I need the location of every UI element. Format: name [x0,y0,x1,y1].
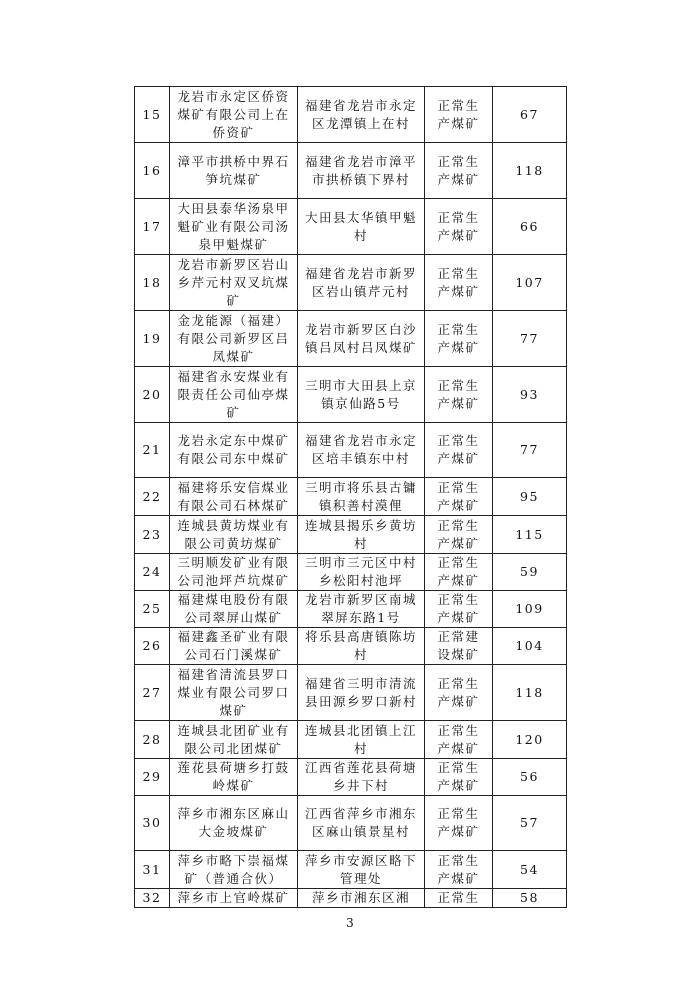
table-row [135,87,567,143]
mine-address-cell: 三明市将乐县古镛镇积善村漠俚 [298,478,425,516]
mine-status-cell: 正常生产煤矿 [425,591,493,628]
mine-name-cell: 三明顺发矿业有限公司池坪芦坑煤矿 [170,554,298,591]
mine-name-cell: 龙岩市新罗区岩山乡芹元村双叉坑煤矿 [170,255,298,311]
mine-address-cell: 龙岩市新罗区南城翠屏东路1号 [298,591,425,628]
mine-name-cell: 漳平市拱桥中界石笋坑煤矿 [170,143,298,199]
mine-name-cell: 萍乡市略下崇福煤矿（普通合伙） [170,851,298,889]
mine-capacity-cell: 77 [493,311,567,367]
mine-capacity-cell: 77 [493,423,567,478]
mine-status-cell: 正常生 [425,889,493,908]
mine-address-cell: 福建省龙岩市永定区龙潭镇上在村 [298,87,425,143]
row-number-cell: 30 [135,796,170,851]
mine-address-cell: 三明市大田县上京镇京仙路5号 [298,367,425,423]
table-row [135,255,567,311]
mine-address-cell: 江西省萍乡市湘东区麻山镇景星村 [298,796,425,851]
table-row [135,628,567,665]
table-row [135,665,567,721]
mine-address-cell: 连城县揭乐乡黄坊村 [298,516,425,554]
table-row [135,423,567,478]
mine-capacity-cell: 118 [493,665,567,721]
mine-status-cell: 正常生产煤矿 [425,199,493,255]
mine-status-cell: 正常生产煤矿 [425,554,493,591]
mine-status-cell: 正常生产煤矿 [425,665,493,721]
mine-name-cell: 龙岩市永定区侨资煤矿有限公司上在侨资矿 [170,87,298,143]
mine-name-cell: 福建煤电股份有限公司翠屏山煤矿 [170,591,298,628]
row-number-cell: 32 [135,889,170,908]
mine-status-cell: 正常生产煤矿 [425,516,493,554]
row-number-cell: 26 [135,628,170,665]
mine-status-cell: 正常生产煤矿 [425,255,493,311]
mine-capacity-cell: 104 [493,628,567,665]
mine-name-cell: 莲花县荷塘乡打鼓岭煤矿 [170,759,298,796]
mine-address-cell: 将乐县高唐镇陈坊村 [298,628,425,665]
mine-name-cell: 萍乡市上官岭煤矿 [170,889,298,908]
mine-name-cell: 连城县北团矿业有限公司北团煤矿 [170,721,298,759]
row-number-cell: 25 [135,591,170,628]
mine-capacity-cell: 57 [493,796,567,851]
mine-capacity-cell: 56 [493,759,567,796]
mine-address-cell: 大田县太华镇甲魁村 [298,199,425,255]
table-row [135,851,567,889]
table-row [135,796,567,851]
mine-capacity-cell: 115 [493,516,567,554]
row-number-cell: 28 [135,721,170,759]
mine-name-cell: 福建鑫圣矿业有限公司石门溪煤矿 [170,628,298,665]
mine-address-cell: 龙岩市新罗区白沙镇吕凤村吕凤煤矿 [298,311,425,367]
mine-name-cell: 萍乡市湘东区麻山大金坡煤矿 [170,796,298,851]
table-row [135,721,567,759]
mine-capacity-cell: 109 [493,591,567,628]
table-row [135,143,567,199]
mine-capacity-cell: 59 [493,554,567,591]
table-row [135,311,567,367]
coal-mine-table [134,86,567,908]
mine-address-cell: 三明市三元区中村乡松阳村池坪 [298,554,425,591]
row-number-cell: 21 [135,423,170,478]
mine-name-cell: 金龙能源（福建）有限公司新罗区吕凤煤矿 [170,311,298,367]
table-row [135,199,567,255]
mine-capacity-cell: 58 [493,889,567,908]
mine-status-cell: 正常生产煤矿 [425,796,493,851]
mine-address-cell: 连城县北团镇上江村 [298,721,425,759]
page-number: 3 [346,916,354,930]
mine-capacity-cell: 54 [493,851,567,889]
mine-capacity-cell: 93 [493,367,567,423]
mine-name-cell: 福建省清流县罗口煤业有限公司罗口煤矿 [170,665,298,721]
row-number-cell: 16 [135,143,170,199]
mine-status-cell: 正常生产煤矿 [425,87,493,143]
row-number-cell: 20 [135,367,170,423]
mine-address-cell: 福建省龙岩市漳平市拱桥镇下界村 [298,143,425,199]
table-row [135,516,567,554]
table-row [135,367,567,423]
mine-capacity-cell: 120 [493,721,567,759]
table-row [135,554,567,591]
mine-status-cell: 正常生产煤矿 [425,851,493,889]
mine-status-cell: 正常生产煤矿 [425,759,493,796]
mine-status-cell: 正常生产煤矿 [425,423,493,478]
mine-name-cell: 大田县泰华汤泉甲魁矿业有限公司汤泉甲魁煤矿 [170,199,298,255]
mine-address-cell: 萍乡市湘东区湘 [298,889,425,908]
mine-address-cell: 福建省龙岩市永定区培丰镇东中村 [298,423,425,478]
table-row [135,889,567,908]
row-number-cell: 15 [135,87,170,143]
mine-capacity-cell: 95 [493,478,567,516]
table-row [135,478,567,516]
row-number-cell: 19 [135,311,170,367]
row-number-cell: 27 [135,665,170,721]
mine-status-cell: 正常生产煤矿 [425,478,493,516]
mine-status-cell: 正常生产煤矿 [425,311,493,367]
mine-capacity-cell: 67 [493,87,567,143]
row-number-cell: 17 [135,199,170,255]
mine-status-cell: 正常生产煤矿 [425,143,493,199]
row-number-cell: 29 [135,759,170,796]
table-row [135,591,567,628]
mine-address-cell: 福建省龙岩市新罗区岩山镇芹元村 [298,255,425,311]
mine-address-cell: 江西省莲花县荷塘乡井下村 [298,759,425,796]
mine-capacity-cell: 118 [493,143,567,199]
mine-status-cell: 正常建设煤矿 [425,628,493,665]
row-number-cell: 23 [135,516,170,554]
row-number-cell: 22 [135,478,170,516]
mine-name-cell: 龙岩永定东中煤矿有限公司东中煤矿 [170,423,298,478]
mine-name-cell: 连城县黄坊煤业有限公司黄坊煤矿 [170,516,298,554]
mine-address-cell: 福建省三明市清流县田源乡罗口新村 [298,665,425,721]
mine-address-cell: 萍乡市安源区略下管理处 [298,851,425,889]
mine-name-cell: 福建将乐安信煤业有限公司石林煤矿 [170,478,298,516]
row-number-cell: 24 [135,554,170,591]
mine-capacity-cell: 107 [493,255,567,311]
mine-status-cell: 正常生产煤矿 [425,367,493,423]
row-number-cell: 31 [135,851,170,889]
row-number-cell: 18 [135,255,170,311]
mine-capacity-cell: 66 [493,199,567,255]
mine-name-cell: 福建省永安煤业有限责任公司仙亭煤矿 [170,367,298,423]
table-row [135,759,567,796]
mine-status-cell: 正常生产煤矿 [425,721,493,759]
